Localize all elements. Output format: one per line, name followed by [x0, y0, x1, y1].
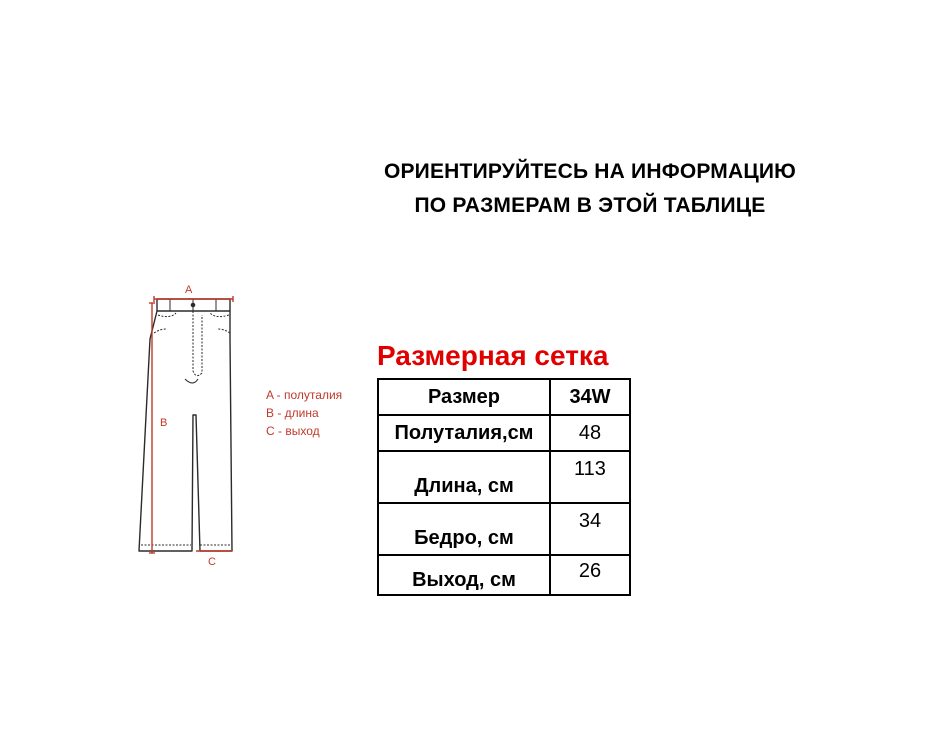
header-size-label: Размер [378, 379, 550, 415]
row-value-length: 113 [550, 451, 630, 503]
row-value-leg-opening: 26 [550, 555, 630, 595]
marker-b: B [160, 417, 168, 429]
row-label-length: Длина, см [378, 451, 550, 503]
table-row [378, 555, 630, 595]
pants-outline [139, 299, 232, 551]
size-chart-table [377, 378, 631, 596]
table-row [378, 503, 630, 555]
marker-c: C [208, 556, 216, 568]
heading-line-2: ПО РАЗМЕРАМ В ЭТОЙ ТАБЛИЦЕ [414, 194, 766, 217]
marker-a: A [185, 284, 193, 296]
legend-item-a: A - полуталия [266, 388, 343, 402]
row-label-leg-opening: Выход, см [378, 555, 550, 595]
legend-item-c: C - выход [266, 424, 320, 438]
table-row [378, 451, 630, 503]
row-value-half-waist: 48 [550, 415, 630, 451]
table-header-row [378, 379, 630, 415]
measurement-legend [266, 386, 342, 440]
row-label-half-waist: Полуталия,см [378, 415, 550, 451]
legend-item-b: B - длина [266, 406, 319, 420]
table-row [378, 415, 630, 451]
pants-measurement-diagram [130, 275, 260, 585]
row-label-thigh: Бедро, см [378, 503, 550, 555]
row-value-thigh: 34 [550, 503, 630, 555]
heading-line-1: ОРИЕНТИРУЙТЕСЬ НА ИНФОРМАЦИЮ [383, 160, 797, 183]
size-chart-title: Размерная сетка [377, 340, 609, 371]
header-size-value: 34W [550, 379, 630, 415]
